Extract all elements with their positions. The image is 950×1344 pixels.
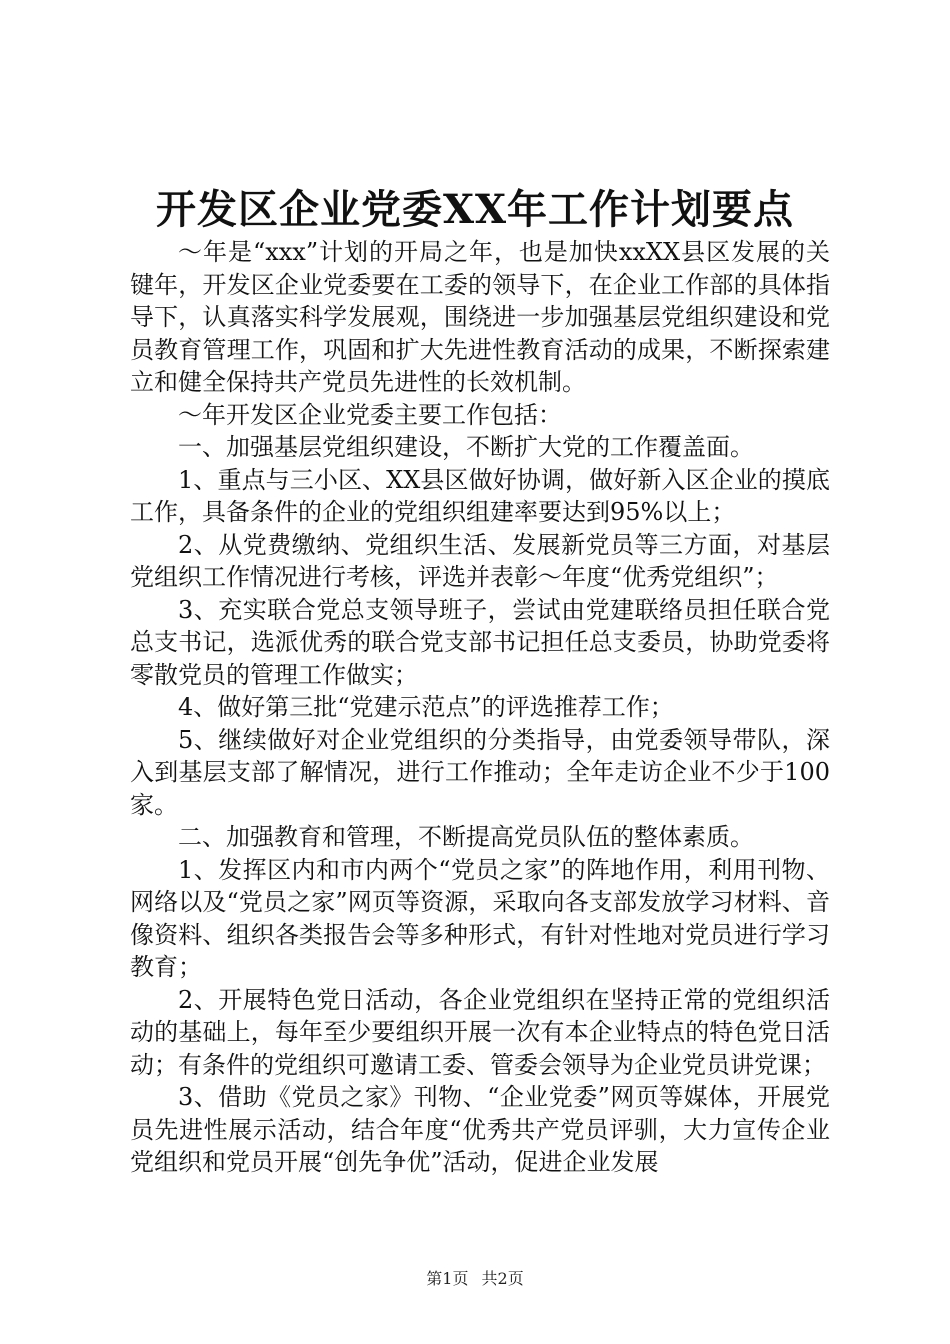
document-body xyxy=(130,236,830,1179)
page-count: 共2页 xyxy=(481,1269,524,1288)
list-item: 3、借助《党员之家》刊物、“企业党委”网页等媒体，开展党员先进性展示活动，结合年度“优秀共产党员评驯，大力宣传企业党组织和党员开展“创先争优”活动，促进企业发展 xyxy=(130,1083,830,1176)
page-number: 第1页 xyxy=(426,1269,469,1288)
list-item: 4、做好第三批“党建示范点”的评选推荐工作； xyxy=(178,693,674,721)
section-heading-1: 一、加强基层党组织建设，不断扩大党的工作覆盖面。 xyxy=(178,433,754,461)
list-item: 3、充实联合党总支领导班子，尝试由党建联络员担任联合党总支书记，选派优秀的联合党支部书记担任总支委员，协助党委将零散党员的管理工作做实； xyxy=(130,595,830,689)
document-title: 开发区企业党委XX年工作计划要点 xyxy=(155,186,795,233)
page-footer xyxy=(0,1268,950,1290)
paragraph-work-summary: ～年开发区企业党委主要工作包括： xyxy=(178,400,562,429)
list-item: 1、重点与三小区、XX县区做好协调，做好新入区企业的摸底工作，具备条件的企业的党组织组建率要达到95%以上； xyxy=(130,465,830,526)
list-item: 2、从党费缴纳、党组织生活、发展新党员等三方面，对基层党组织工作情况进行考核，评选并表彰～年度“优秀党组织”； xyxy=(130,530,830,591)
list-item: 1、发挥区内和市内两个“党员之家”的阵地作用，利用刊物、网络以及“党员之家”网页等资源，采取向各支部发放学习材料、音像资料、组织各类报告会等多种形式，有针对性地对党员进行学习教育； xyxy=(130,855,830,981)
paragraph-intro: ～年是“xxx”计划的开局之年，也是加快xxXX县区发展的关键年，开发区企业党委要在工委的领导下，在企业工作部的具体指导下，认真落实科学发展观，围绕进一步加强基层党组织建设和党员教育管理工作，巩固和扩大先进性教育活动的成果，不断探索建立和健全保持共产党员先进性的长效机制。 xyxy=(130,238,830,396)
list-item: 2、开展特色党日活动，各企业党组织在坚持正常的党组织活动的基础上，每年至少要组织开展一次有本企业特点的特色党日活动；有条件的党组织可邀请工委、管委会领导为企业党员讲党课； xyxy=(130,985,830,1079)
list-item: 5、继续做好对企业党组织的分类指导，由党委领导带队，深入到基层支部了解情况，进行工作推动；全年走访企业不少于100家。 xyxy=(130,725,830,819)
section-heading-2: 二、加强教育和管理，不断提高党员队伍的整体素质。 xyxy=(178,823,754,851)
